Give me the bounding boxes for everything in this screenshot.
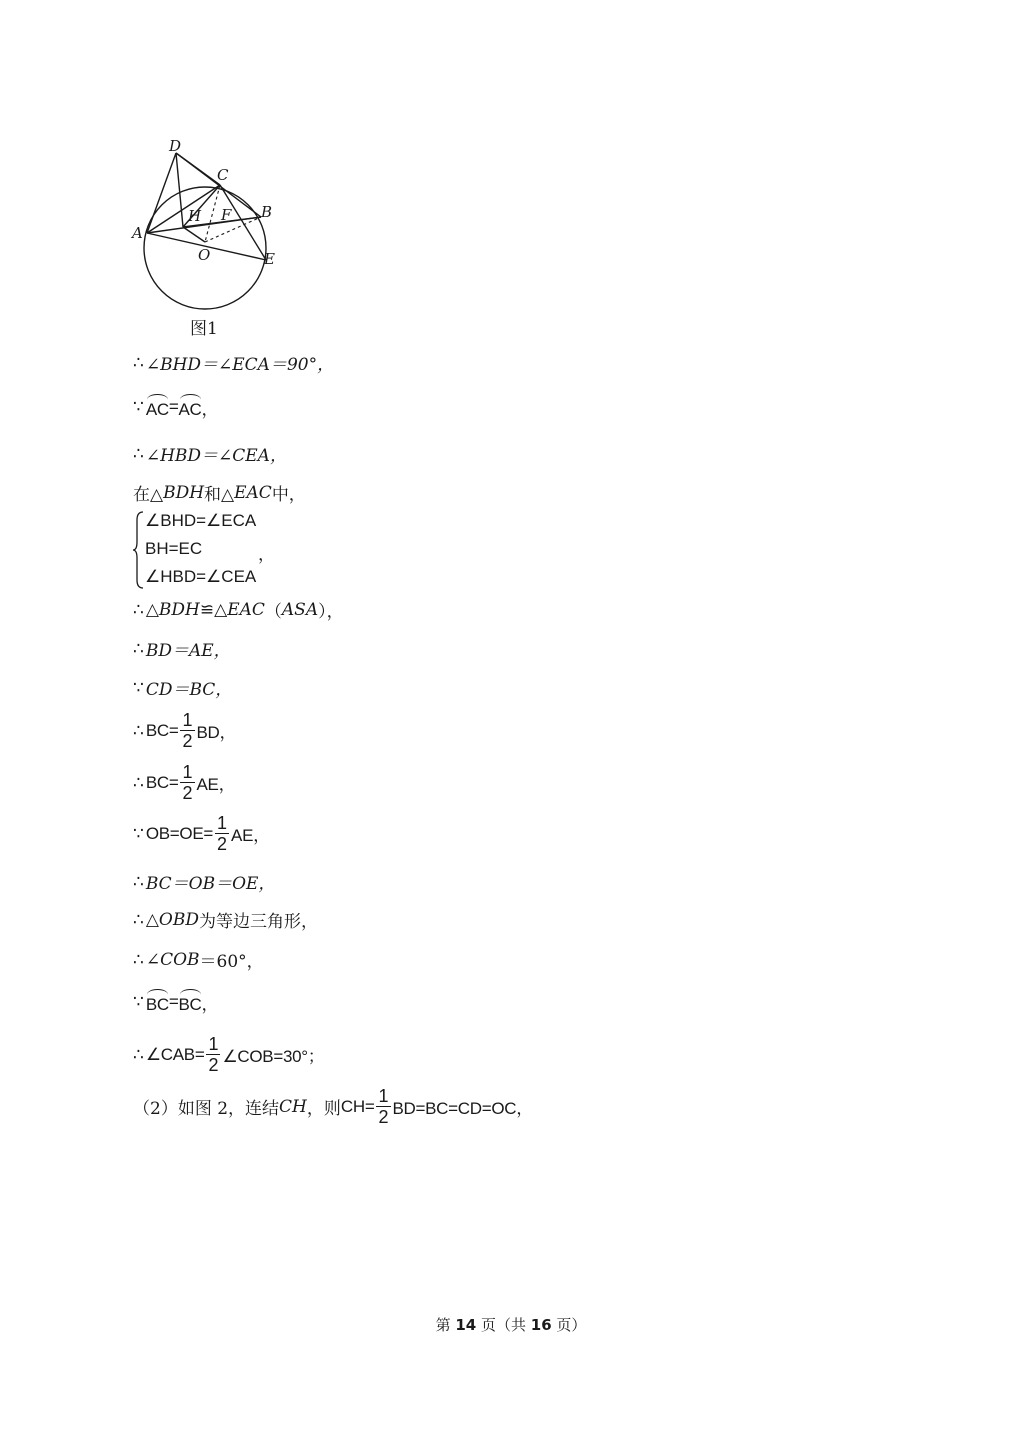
proof-line-8: ∴ BC= $\frac{1}{2}$ BD， (133, 710, 237, 751)
page-number: 14 (455, 1316, 477, 1334)
proof-line-10: ∵ OB=OE= $\frac{1}{2}$ AE， (133, 813, 270, 854)
proof-line-7: ∵ CD＝BC， (133, 677, 233, 700)
proof-line-12: ∴ △ OBD 为等边三角形， (133, 909, 318, 932)
label-F: F (221, 206, 232, 224)
arc-ac-1: AC (146, 394, 169, 420)
fraction-half: $\frac{1}{2}$ (378, 1086, 389, 1127)
proof-line-1: ∴ ∠BHD＝∠ECA＝90°， (133, 352, 335, 375)
page-total: 16 (530, 1316, 552, 1334)
arc-ac-2: AC (179, 394, 202, 420)
label-B: B (261, 203, 273, 221)
arc-bc-2: BC (179, 989, 202, 1015)
label-C: C (217, 166, 229, 184)
label-D: D (169, 137, 182, 155)
system-comma: ， (258, 545, 275, 565)
system-row-3: ∠HBD=∠CEA (145, 567, 257, 586)
system-row-1: ∠BHD=∠ECA (145, 511, 257, 530)
seg-AD (147, 153, 176, 233)
proof-line-13: ∴ ∠ COB ＝60°， (133, 949, 264, 972)
circle-diagram (128, 132, 298, 322)
proof-line-14: ∵ BC = BC ， (133, 989, 219, 1015)
fraction-half: $\frac{1}{2}$ (182, 710, 193, 751)
page-footer: 第 14 页（共 16 页） (435, 1316, 587, 1334)
proof-line-6: ∴ BD＝AE， (133, 638, 231, 661)
proof-line-11: ∴ BC＝OB＝OE， (133, 871, 276, 894)
fraction-half: $\frac{1}{2}$ (182, 762, 193, 803)
proof-line-3: ∴ ∠HBD＝∠CEA， (133, 443, 287, 466)
proof-line-16: （2）如图 2，连结 CH ，则 CH= $\frac{1}{2}$ BD=BC=CD=OC， (133, 1086, 533, 1127)
fraction-half: $\frac{1}{2}$ (208, 1034, 219, 1075)
seg-DH (176, 153, 183, 227)
label-E: E (264, 250, 275, 268)
left-brace (133, 510, 145, 590)
label-H: H (188, 207, 202, 225)
proof-line-4: 在△ BDH 和△ EAC 中， (133, 482, 306, 505)
label-A: A (132, 224, 143, 242)
geometry-figure (128, 132, 298, 342)
label-O: O (198, 246, 211, 264)
seg-HO (183, 227, 205, 242)
system-row-2: BH=EC (145, 539, 203, 558)
proof-line-2: ∵ AC = AC ， (133, 394, 219, 420)
proof-line-9: ∴ BC= $\frac{1}{2}$ AE， (133, 762, 236, 803)
arc-bc-1: BC (146, 989, 169, 1015)
figure-caption: 图1 (190, 319, 218, 339)
proof-line-5: ∴ △ BDH ≌△ EAC （ ASA ）， (133, 599, 344, 622)
proof-line-15: ∴ ∠CAB= $\frac{1}{2}$ ∠COB=30°； (133, 1034, 325, 1075)
equation-system (133, 508, 333, 590)
fraction-half: $\frac{1}{2}$ (217, 813, 228, 854)
